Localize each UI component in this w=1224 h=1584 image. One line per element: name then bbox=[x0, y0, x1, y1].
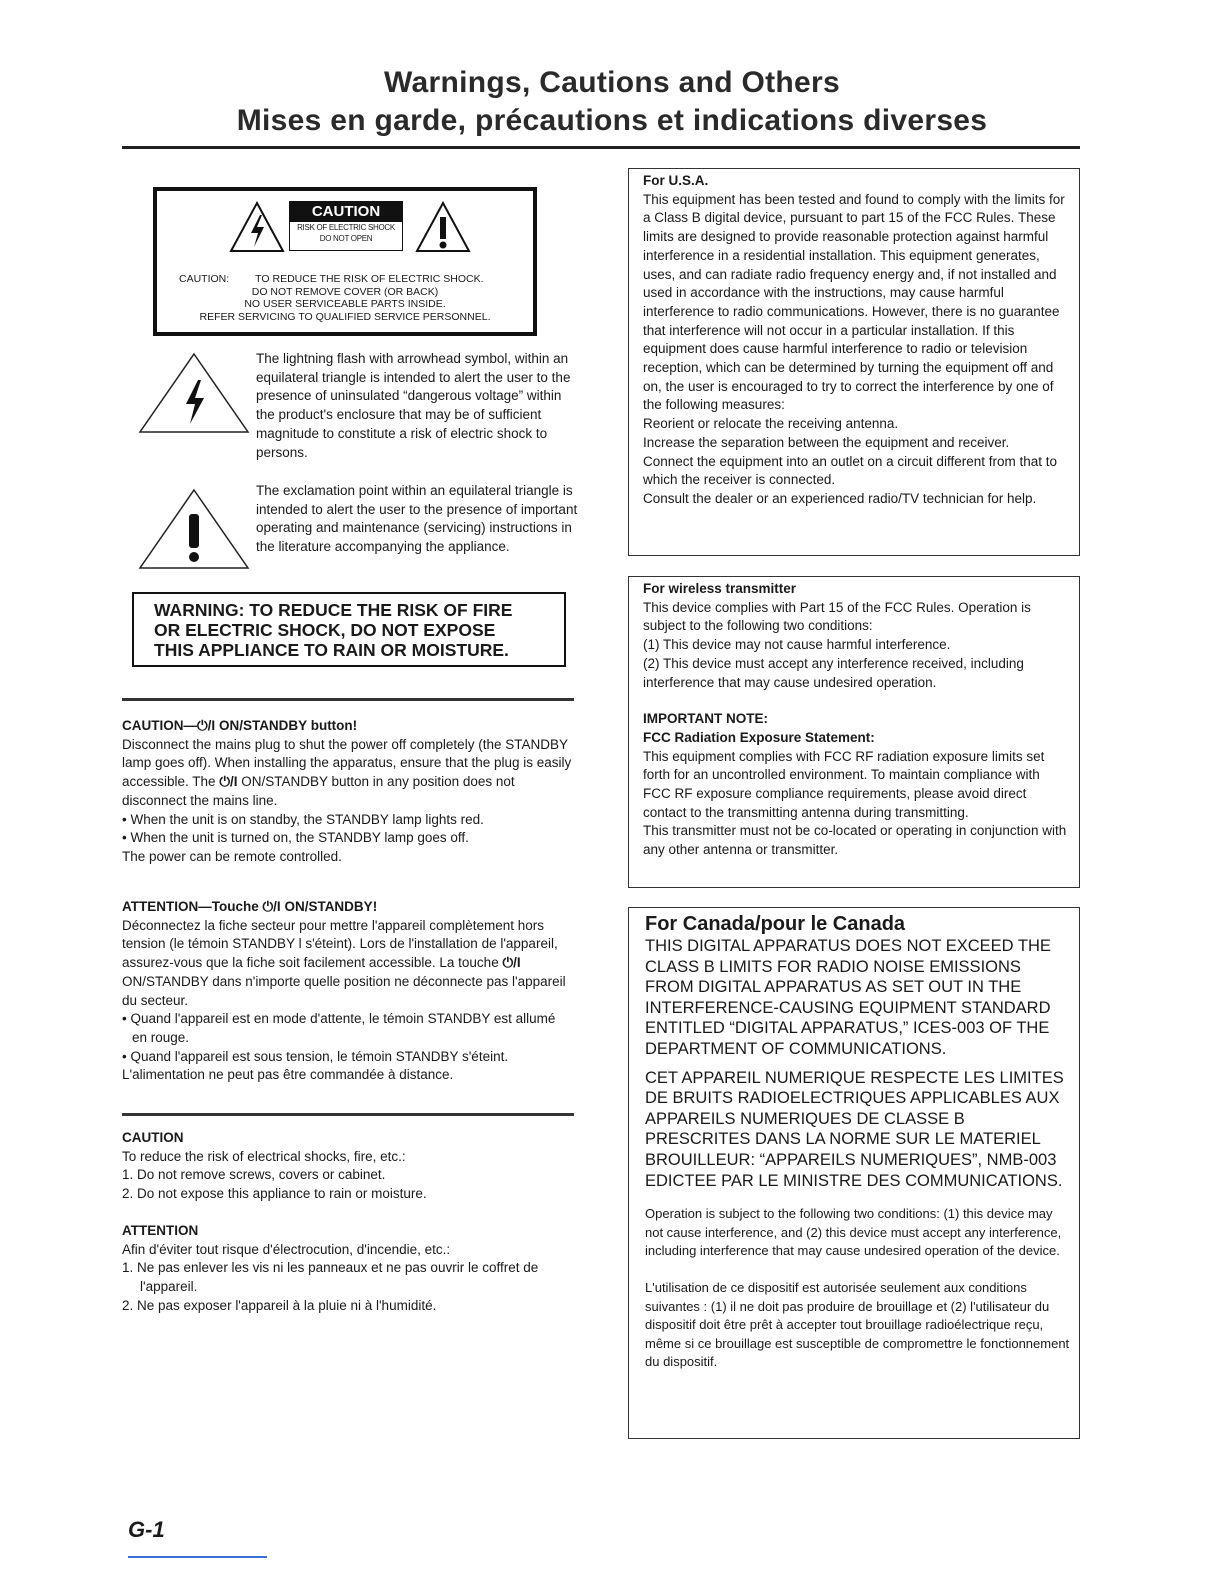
warning-line2: OR ELECTRIC SHOCK, DO NOT EXPOSE bbox=[154, 620, 496, 640]
canada-heading: For Canada/pour le Canada bbox=[645, 913, 906, 935]
page-title-en: Warnings, Cautions and Others bbox=[384, 66, 840, 99]
standby-en-bullet2: • When the unit is turned on, the STANDBY lamp goes off. bbox=[122, 830, 469, 846]
power-standby-icon: ⏻/I bbox=[502, 955, 521, 971]
standby-fr-remote-note: L'alimentation ne peut pas être commandée à distance. bbox=[122, 1067, 454, 1083]
exclamation-symbol-text: The exclamation point within an equilateral triangle is intended to alert the user to the presence of important operating and maintenance (servicing) instructions in the literature accompanying the appliance. bbox=[256, 483, 578, 555]
standby-caution-fr bbox=[122, 898, 572, 1085]
canada-fr-conditions: L'utilisation de ce dispositif est autorisée seulement aux conditions suivantes : (1) il ne doit pas produire de brouillage et (2) l'utilisateur du dispositif doit être prêt à accepter tout brouillage radioélectrique reçu, même si ce brouillage est susceptible de compromettre le fonctionnement du dispositif. bbox=[645, 1279, 1070, 1370]
caution-fr-heading: ATTENTION bbox=[122, 1223, 199, 1238]
caution-badge-sub1: RISK OF ELECTRIC SHOCK bbox=[297, 223, 395, 232]
rf-exposure-paragraph: This equipment complies with FCC RF radiation exposure limits set forth for an uncontrolled environment. To maintain compliance with FCC RF exposure compliance requirements, please avoid direct contact to the transmitting antenna during transmitting. bbox=[643, 748, 1045, 820]
usa-measure3: Connect the equipment into an outlet on a circuit different from that to which the receiver is connected. bbox=[643, 453, 1057, 488]
caution-label-line3: NO USER SERVICEABLE PARTS INSIDE. bbox=[244, 298, 446, 310]
caution-badge-sub2: DO NOT OPEN bbox=[319, 234, 373, 243]
standby-en-remote-note: The power can be remote controlled. bbox=[122, 848, 342, 864]
power-standby-icon: ⏻/I bbox=[219, 774, 238, 790]
left-divider-1 bbox=[122, 698, 574, 701]
standby-fr-bullet2: • Quand l'appareil est sous tension, le témoin STANDBY s'éteint. bbox=[122, 1048, 509, 1064]
caution-label-line2: DO NOT REMOVE COVER (OR BACK) bbox=[251, 285, 439, 298]
caution-label-line4: REFER SERVICING TO QUALIFIED SERVICE PERSONNEL. bbox=[199, 310, 491, 323]
canada-en-conditions: Operation is subject to the following two conditions: (1) this device may not cause interference, and (2) this device must accept any interference, including interference that may cause undesired operation of the device. bbox=[645, 1206, 1062, 1259]
caution-fr-item1: 1. Ne pas enlever les vis ni les panneaux et ne pas ouvrir le coffret de l'appareil. bbox=[122, 1260, 539, 1295]
standby-fr-paragraph: Déconnectez la fiche secteur pour mettre l'appareil complètement hors tension (le témoin STANDBY l s'éteint). Lors de l'installation de l'appareil, assurez-vous que la fiche soit facilement accessible. La touche ⏻/I ON/STANDBY dans n'importe quelle position ne déconnecte pas l'appareil du secteur. bbox=[122, 917, 566, 1008]
caution-en-item2: 2. Do not expose this appliance to rain or moisture. bbox=[122, 1186, 427, 1202]
power-standby-icon: ⏻/I bbox=[262, 899, 281, 914]
caution-label-line1: TO REDUCE THE RISK OF ELECTRIC SHOCK. bbox=[255, 273, 484, 285]
usa-heading: For U.S.A. bbox=[643, 173, 709, 188]
power-standby-icon: ⏻/I bbox=[197, 718, 216, 733]
standby-en-paragraph: Disconnect the mains plug to shut the power off completely (the STANDBY lamp goes off). When installing the apparatus, ensure that the plug is easily accessible. The ⏻/I ON/STANDBY button in any position does not disconnect the mains line. bbox=[122, 736, 572, 808]
standby-fr-heading: ATTENTION—Touche ⏻/I ON/STANDBY! bbox=[122, 899, 378, 914]
caution-badge-title: CAUTION bbox=[290, 202, 402, 222]
canada-en-caps: THIS DIGITAL APPARATUS DOES NOT EXCEED THE CLASS B LIMITS FOR RADIO NOISE EMISSIONS FROM DIGITAL APPARATUS AS SET OUT IN THE INTERFERENCE-CAUSING EQUIPMENT STANDARD ENTITLED “DIGITAL APPARATUS,” ICES-003 OF THE DEPARTMENT OF COMMUNICATIONS. bbox=[645, 937, 1051, 1058]
standby-en-bullet1: • When the unit is on standby, the STANDBY lamp lights red. bbox=[122, 811, 484, 827]
exclamation-triangle-icon bbox=[138, 488, 250, 570]
wireless-condition1: (1) This device may not cause harmful interference. bbox=[643, 637, 951, 653]
title-divider bbox=[122, 146, 1080, 149]
usa-measure1: Reorient or relocate the receiving antenna. bbox=[643, 416, 899, 432]
lightning-symbol-text: The lightning flash with arrowhead symbol, within an equilateral triangle is intended to alert the user to the presence of uninsulated “dangerous voltage” within the product's enclosure that may be of sufficient magnitude to constitute a risk of electric shock to persons. bbox=[256, 351, 571, 460]
usa-paragraph: This equipment has been tested and found to comply with the limits for a Class B digital device, pursuant to part 15 of the FCC Rules. These limits are designed to provide reasonable protection against harmful interference in a residential installation. This equipment generates, uses, and can radiate radio frequency energy and, if not installed and used in accordance with the instructions, may cause harmful interference to radio communications. However, there is no guarantee that interference will not occur in a particular installation. If this equipment does cause harmful interference to radio or television reception, which can be determined by turning the equipment off and on, the user is encouraged to try to correct the interference by one of the following measures: bbox=[643, 191, 1065, 413]
wireless-transmitter-box bbox=[628, 576, 1080, 888]
rf-exposure-heading: FCC Radiation Exposure Statement: bbox=[643, 729, 875, 745]
page-title-fr: Mises en garde, précautions et indications diverses bbox=[236, 104, 988, 137]
usa-measure2: Increase the separation between the equipment and receiver. bbox=[643, 434, 1010, 450]
wireless-condition2: (2) This device must accept any interference received, including interference that may cause undesired operation. bbox=[643, 655, 1024, 690]
caution-label-prefix: CAUTION: bbox=[179, 273, 230, 285]
bottom-link-underline bbox=[128, 1556, 267, 1558]
lightning-triangle-icon bbox=[138, 352, 250, 434]
usa-measure4: Consult the dealer or an experienced radio/TV technician for help. bbox=[643, 490, 1037, 506]
colocation-paragraph: This transmitter must not be co-located or operating in conjunction with any other antenna or transmitter. bbox=[643, 823, 1067, 858]
important-note-heading: IMPORTANT NOTE: bbox=[643, 711, 768, 727]
caution-label-text bbox=[163, 273, 527, 323]
caution-fr-item2: 2. Ne pas exposer l'appareil à la pluie ni à l'humidité. bbox=[122, 1297, 437, 1313]
page-number: G-1 bbox=[128, 1517, 165, 1542]
lightning-warning-icon bbox=[229, 201, 285, 253]
caution-en-heading: CAUTION bbox=[122, 1130, 184, 1145]
exclamation-warning-icon bbox=[415, 201, 471, 253]
standby-en-heading: CAUTION—⏻/I ON/STANDBY button! bbox=[122, 718, 358, 733]
caution-badge bbox=[289, 201, 403, 251]
standby-fr-bullet1: • Quand l'appareil est en mode d'attente, le témoin STANDBY est allumé en rouge. bbox=[122, 1011, 556, 1045]
canada-box bbox=[628, 907, 1080, 1439]
standby-caution-en bbox=[122, 717, 572, 867]
caution-en-intro: To reduce the risk of electrical shocks, fire, etc.: bbox=[122, 1148, 406, 1164]
warning-line3: THIS APPLIANCE TO RAIN OR MOISTURE. bbox=[154, 640, 509, 660]
warning-line1: WARNING: TO REDUCE THE RISK OF FIRE bbox=[154, 600, 513, 620]
left-divider-2 bbox=[122, 1113, 574, 1116]
caution-fr bbox=[122, 1222, 572, 1316]
wireless-paragraph: This device complies with Part 15 of the FCC Rules. Operation is subject to the following two conditions: bbox=[643, 599, 1031, 634]
fire-shock-warning-box bbox=[132, 592, 566, 667]
caution-fr-intro: Afin d'éviter tout risque d'électrocution, d'incendie, etc.: bbox=[122, 1241, 451, 1257]
usa-fcc-box bbox=[628, 168, 1080, 556]
wireless-heading: For wireless transmitter bbox=[643, 581, 797, 596]
caution-en bbox=[122, 1129, 572, 1204]
canada-fr-caps: CET APPAREIL NUMERIQUE RESPECTE LES LIMITES DE BRUITS RADIOELECTRIQUES APPLICABLES AUX APPAREILS NUMERIQUES DE CLASSE B PRESCRITES DANS LA NORME SUR LE MATERIEL BROUILLEUR: “APPAREILS NUMERIQUES”, NMB-003 EDICTEE PAR LE MINISTRE DES COMMUNICATIONS. bbox=[645, 1068, 1064, 1190]
caution-en-item1: 1. Do not remove screws, covers or cabinet. bbox=[122, 1167, 386, 1183]
caution-label bbox=[153, 187, 537, 336]
